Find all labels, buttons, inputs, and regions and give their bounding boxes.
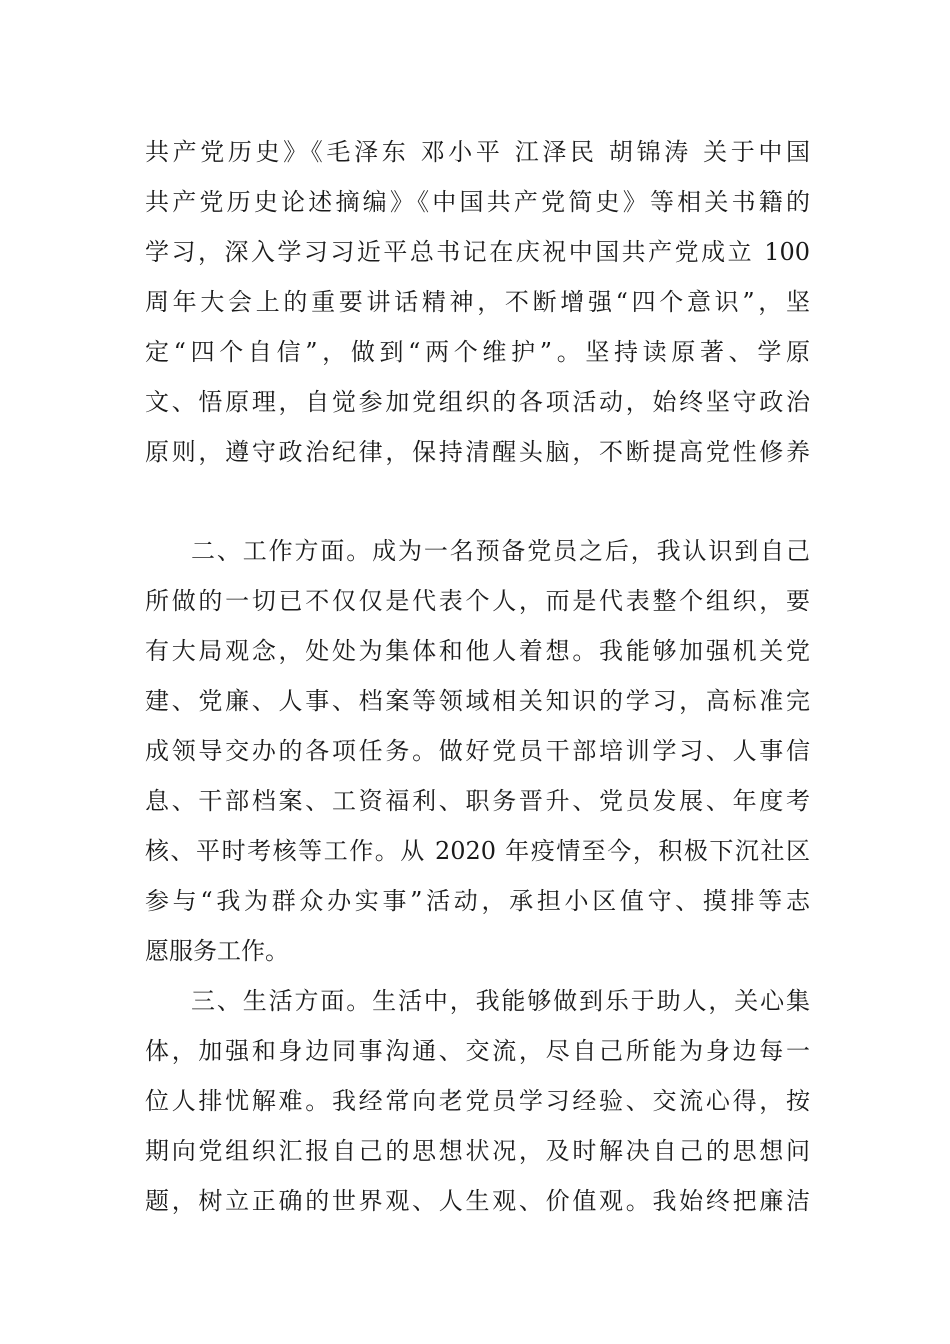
text-line: 成领导交办的各项任务。做好党员干部培训学习、人事信: [145, 737, 810, 765]
text-line: 二、工作方面。成为一名预备党员之后，我认识到自己: [191, 537, 810, 565]
text-line: 愿服务工作。: [145, 937, 289, 965]
text-line: 息、干部档案、工资福利、职务晋升、党员发展、年度考: [145, 787, 810, 815]
text-line: 文、悟原理，自觉参加党组织的各项活动，始终坚守政治: [145, 388, 810, 416]
text-line: 题，树立正确的世界观、人生观、价值观。我始终把廉洁: [145, 1187, 810, 1215]
text-line: 位人排忧解难。我经常向老党员学习经验、交流心得，按: [145, 1087, 810, 1115]
text-line: 共产党历史》《毛泽东 邓小平 江泽民 胡锦涛 关于中国: [145, 138, 810, 166]
text-line: 所做的一切已不仅仅是代表个人，而是代表整个组织，要: [145, 587, 810, 615]
text-line: 三、生活方面。生活中，我能够做到乐于助人，关心集: [191, 987, 810, 1015]
text-line: 期向党组织汇报自己的思想状况，及时解决自己的思想问: [145, 1137, 810, 1165]
text-line: 共产党历史论述摘编》《中国共产党简史》等相关书籍的: [145, 188, 810, 216]
text-line: 原则，遵守政治纪律，保持清醒头脑，不断提高党性修养: [145, 438, 810, 466]
text-line: 核、平时考核等工作。从 2020 年疫情至今，积极下沉社区: [145, 837, 810, 865]
text-line: 建、党廉、人事、档案等领域相关知识的学习，高标准完: [145, 687, 810, 715]
text-line: 定“四个自信”，做到“两个维护”。坚持读原著、学原: [145, 338, 810, 366]
text-line: 周年大会上的重要讲话精神，不断增强“四个意识”，坚: [145, 288, 810, 316]
text-line: 体，加强和身边同事沟通、交流，尽自己所能为身边每一: [145, 1037, 810, 1065]
text-line: 有大局观念，处处为集体和他人着想。我能够加强机关党: [145, 637, 810, 665]
text-line: 学习，深入学习习近平总书记在庆祝中国共产党成立 100: [145, 238, 810, 266]
text-line: 参与“我为群众办实事”活动，承担小区值守、摸排等志: [145, 887, 810, 915]
